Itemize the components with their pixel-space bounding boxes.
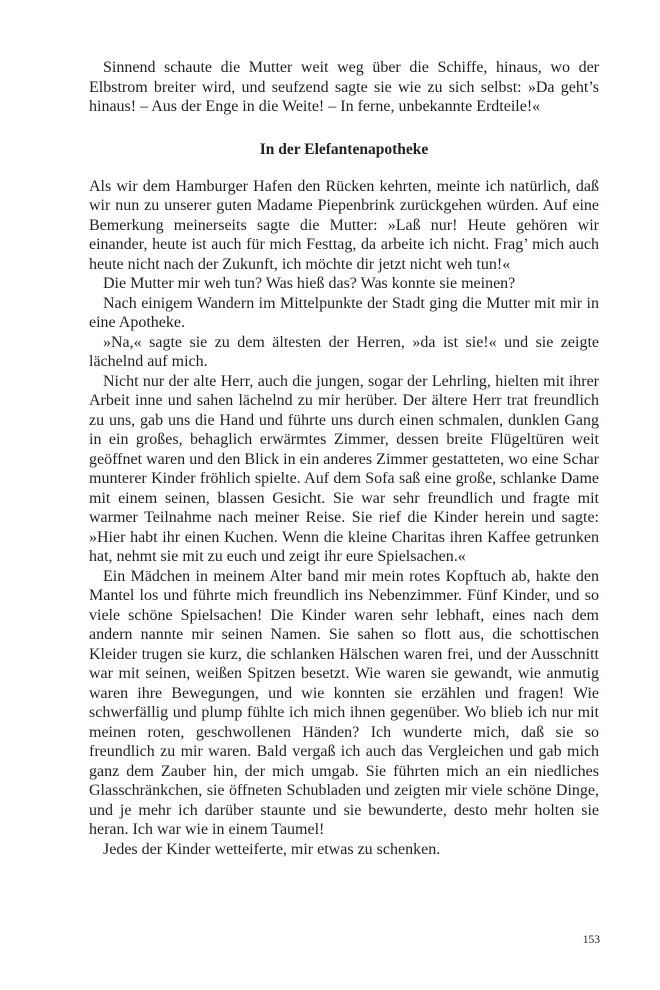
paragraph: Nicht nur der alte Herr, auch die jungen, sogar der Lehrling, hielten mit ihrer Arbeit inne und sahen lächelnd zu mir herüber. Der ältere Herr trat freundlich zu uns, gab uns die Hand und führte uns durch einen schmalen, dunklen Gang in ein großes, behaglich erwärmtes Zimmer, dessen breite Flügeltüren weit geöffnet waren und den Blick in ein anderes Zimmer gestatteten, wo eine Schar munterer Kinder fröhlich spielte. Auf dem Sofa saß eine große, schlanke Dame mit einem seinen, blassen Gesicht. Sie war sehr freundlich und fragte mit warmer Teilnahme nach meiner Reise. Sie rief die Kinder herein und sagte: »Hier habt ihr einen Kuchen. Wenn die kleine Charitas ihren Kaffee getrunken hat, nehmt sie mit zu euch und zeigt ihr eure Spielsachen.« <box>89 372 599 565</box>
paragraph: Nach einigem Wandern im Mittelpunkte der Stadt ging die Mutter mit mir in eine Apotheke. <box>89 294 599 331</box>
paragraph: »Na,« sagte sie zu dem ältesten der Herren, »da ist sie!« und sie zeigte lächelnd auf mich. <box>89 333 599 370</box>
body-text <box>89 58 599 859</box>
page-number: 153 <box>582 934 600 946</box>
paragraph: Als wir dem Hamburger Hafen den Rücken kehrten, meinte ich natürlich, daß wir nun zu unserer guten Madame Piepenbrink zurückgehen würden. Auf eine Bemerkung meinerseits sagte die Mutter: »Laß nur! Heute gehören wir einander, heute ist auch für mich Festtag, da arbeite ich nicht. Frag’ mich auch heute nicht nach der Zukunft, ich möchte dir jetzt nicht weh tun!« <box>89 177 599 273</box>
section-title: In der Elefantenapotheke <box>259 140 429 158</box>
paragraph: Ein Mädchen in meinem Alter band mir mein rotes Kopftuch ab, hakte den Mantel los und führte mich freundlich ins Nebenzimmer. Fünf Kinder, und so viele schöne Spielsachen! Die Kinder waren sehr lebhaft, eines nach dem andern nannte mir seinen Namen. Sie sahen so flott aus, die schottischen Kleider trugen sie kurz, die schlanken Hälschen waren frei, und der Ausschnitt war mit seinen, weißen Spitzen besetzt. Wie waren sie gewandt, wie anmutig waren ihre Bewegungen, und wie konnten sie erzählen und fragen! Wie schwerfällig und plump fühlte ich mich ihnen gegenüber. Wo blieb ich nur mit meinen roten, geschwollenen Händen? Ich wunderte mich, daß sie so freundlich zu mir waren. Bald vergaß ich auch das Vergleichen und gab mich ganz dem Zauber hin, der mich umgab. Sie führten mich an ein niedliches Glasschränkchen, sie öffneten Schubladen und zeigten mir viele schöne Dinge, und je mehr ich darüber staunte und sie bewunderte, desto mehr holten sie heran. Ich war wie in einem Taumel! <box>89 567 599 838</box>
intro-paragraph: Sinnend schaute die Mutter weit weg über die Schiffe, hinaus, wo der Elbstrom breiter wird, und seufzend sagte sie wie zu sich selbst: »Da geht’s hinaus! – Aus der Enge in die Weite! – In ferne, unbekannte Erdteile!« <box>89 59 599 115</box>
paragraph: Die Mutter mir weh tun? Was hieß das? Was konnte sie meinen? <box>103 275 516 292</box>
paragraph: Jedes der Kinder wetteiferte, mir etwas zu schenken. <box>103 840 441 858</box>
